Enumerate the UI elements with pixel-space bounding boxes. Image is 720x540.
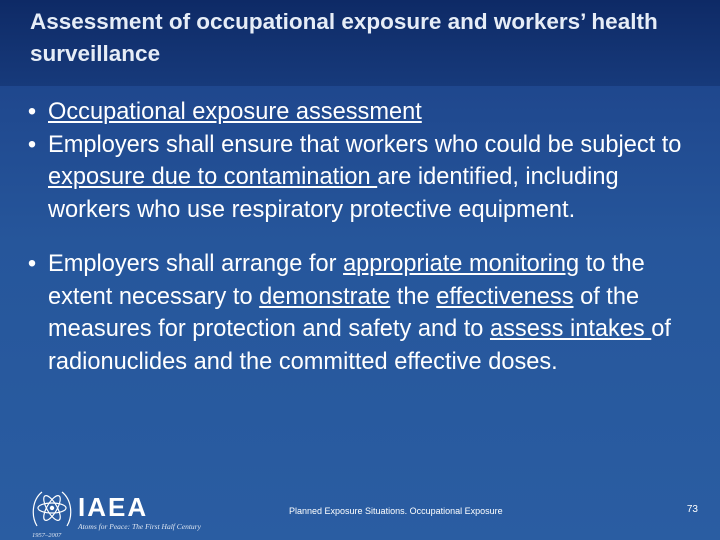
underlined-phrase: assess intakes xyxy=(489,316,652,342)
slide-title: Assessment of occupational exposure and workers’ health surveillance xyxy=(30,9,658,66)
bullet-text-segment: are identified, including workers who use respiratory protective equipment. xyxy=(48,164,619,223)
underlined-phrase: demonstrate xyxy=(259,283,391,310)
page-number: 73 xyxy=(686,504,698,515)
bullet-item xyxy=(22,248,692,378)
bullet-icon: • xyxy=(27,251,37,277)
bullet-text-segment: the xyxy=(390,283,437,310)
bullet-icon: • xyxy=(27,99,37,125)
bullet-text-segment: Employers shall ensure that workers who could be subject to xyxy=(48,131,682,158)
slide-content xyxy=(22,96,692,378)
underlined-phrase: effectiveness xyxy=(436,283,574,310)
bullet-text: Occupational exposure assessment xyxy=(48,99,422,125)
bullet-text-segment: of the measures for protection and safety and to xyxy=(48,283,640,342)
bullet-item xyxy=(22,129,692,227)
underlined-phrase: appropriate monitoring xyxy=(343,251,580,277)
bullet-text-segment: to the extent necessary to xyxy=(48,251,645,310)
bullet-text-segment: of radionuclides and the committed effective doses. xyxy=(48,316,671,375)
atom-emblem-icon xyxy=(30,486,74,532)
iaea-logo xyxy=(30,486,201,539)
logo-tagline: Atoms for Peace: The First Half Century xyxy=(78,522,201,531)
bullet-item xyxy=(22,96,692,129)
slide-footer xyxy=(0,484,720,540)
title-bar xyxy=(0,0,720,86)
logo-years: 1957–2007 xyxy=(32,532,62,539)
bullet-icon: • xyxy=(27,131,37,158)
underlined-phrase: exposure due to contamination xyxy=(48,164,378,190)
footer-caption: Planned Exposure Situations. Occupational Exposure xyxy=(289,506,503,516)
bullet-text-segment: Employers shall arrange for xyxy=(48,251,344,277)
logo-wordmark: IAEA xyxy=(78,492,149,522)
